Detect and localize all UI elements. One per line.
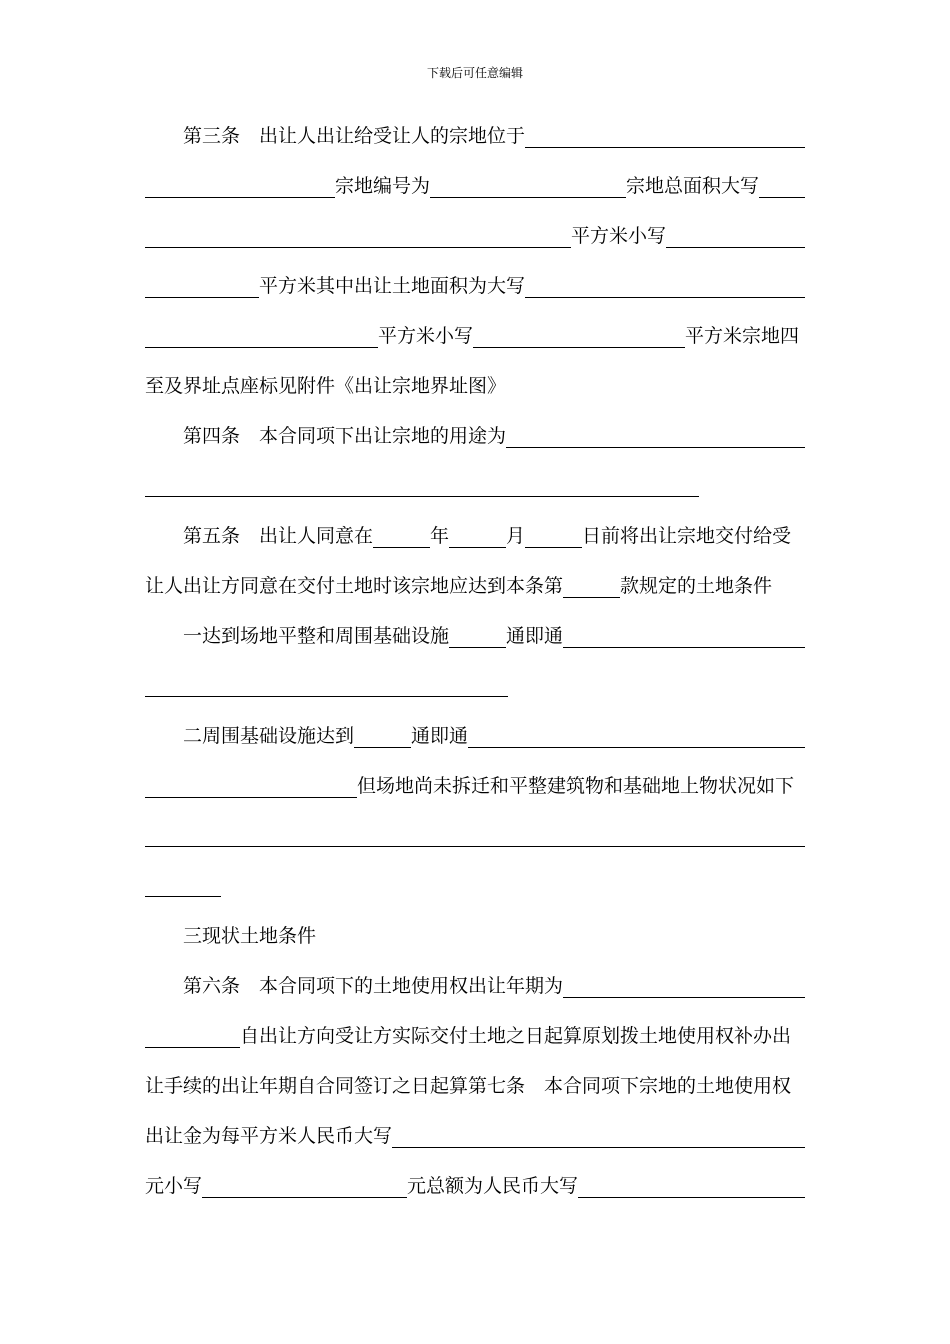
above-ground-text: 但场地尚未拆迁和平整建筑物和基础地上物状况如下 (357, 775, 795, 797)
transfer-area-small-blank[interactable] (473, 325, 685, 348)
price-line (145, 1124, 805, 1148)
condition-1-detail-blank-cont[interactable] (145, 674, 508, 697)
above-ground-blank-cont[interactable] (145, 874, 221, 897)
year-label: 年 (430, 525, 450, 547)
term-cont-line (145, 1024, 805, 1048)
condition-1-line (183, 624, 805, 648)
condition-2-text: 二周围基础设施达到 (183, 725, 355, 747)
condition-1-detail-blank[interactable] (563, 625, 805, 648)
article-6-line (183, 974, 805, 998)
total-price-caps-blank[interactable] (578, 1175, 805, 1198)
condition-1-tong: 通即通 (506, 625, 564, 647)
transfer-area-small-label: 平方米小写 (378, 325, 474, 347)
transfer-area-small-line (145, 324, 805, 348)
transfer-area-line (145, 274, 805, 298)
boundary-text: 至及界址点座标见附件《出让宗地界址图》 (145, 375, 507, 397)
transfer-area-caps-blank-cont[interactable] (145, 325, 378, 348)
total-price-caps-label: 元总额为人民币大写 (407, 1175, 579, 1197)
unit-price-small-label: 元小写 (145, 1175, 203, 1197)
article-3-line (183, 124, 805, 148)
above-ground-blank-cont-line (145, 874, 805, 897)
month-label: 月 (506, 525, 526, 547)
article-4-text: 第四条 本合同项下出让宗地的用途为 (183, 425, 507, 447)
article-5-line (183, 524, 805, 548)
article-3-text: 第三条 出让人出让给受让人的宗地位于 (183, 125, 526, 147)
total-area-small-blank[interactable] (666, 225, 805, 248)
article-7-text: 让手续的出让年期自合同签订之日起算第七条 本合同项下宗地的土地使用权 (145, 1075, 792, 1097)
condition-2-cont-line (145, 774, 805, 798)
transfer-area-caps-blank[interactable] (525, 275, 805, 298)
land-use-blank-cont[interactable] (145, 474, 699, 497)
condition-1-cont-line (145, 674, 805, 697)
term-blank-cont[interactable] (145, 1025, 240, 1048)
condition-2-detail-blank-cont[interactable] (145, 775, 357, 798)
condition-3-text: 三现状土地条件 (183, 925, 317, 947)
condition-1-text: 一达到场地平整和周围基础设施 (183, 625, 450, 647)
unit-price-small-blank[interactable] (202, 1175, 407, 1198)
parcel-number-line (145, 174, 805, 198)
page-header: 下载后可任意编辑 (426, 66, 523, 80)
above-ground-blank-line (145, 824, 805, 847)
article-4-line (183, 424, 805, 448)
unit-price-caps-blank[interactable] (392, 1125, 805, 1148)
transfer-area-caps-label: 平方米其中出让土地面积为大写 (259, 275, 526, 297)
condition-2-tong: 通即通 (411, 725, 469, 747)
condition-2-detail-blank[interactable] (468, 725, 805, 748)
year-blank[interactable] (373, 525, 430, 548)
condition-text: 让人出让方同意在交付土地时该宗地应达到本条第 (145, 575, 564, 597)
total-area-caps-label: 宗地总面积大写 (626, 175, 760, 197)
boundary-label: 平方米宗地四 (685, 325, 800, 347)
total-area-line (145, 224, 805, 248)
above-ground-blank[interactable] (145, 824, 805, 847)
condition-line (145, 574, 805, 598)
condition-3-line (183, 924, 805, 948)
total-area-small-blank-cont[interactable] (145, 275, 259, 298)
article-5-text: 第五条 出让人同意在 (183, 525, 374, 547)
article-6-text: 第六条 本合同项下的土地使用权出让年期为 (183, 975, 564, 997)
parcel-location-blank-cont[interactable] (145, 175, 335, 198)
total-area-small-label: 平方米小写 (571, 225, 667, 247)
parcel-number-blank[interactable] (430, 175, 626, 198)
condition-2-count-blank[interactable] (354, 725, 411, 748)
land-use-cont-line (145, 474, 805, 497)
boundary-line (145, 374, 805, 398)
total-area-caps-blank-cont[interactable] (145, 225, 571, 248)
parcel-number-label: 宗地编号为 (335, 175, 431, 197)
total-price-line (145, 1174, 805, 1198)
clause-number-blank[interactable] (563, 575, 620, 598)
month-blank[interactable] (449, 525, 506, 548)
condition-1-count-blank[interactable] (449, 625, 506, 648)
condition-text-end: 款规定的土地条件 (620, 575, 773, 597)
day-blank[interactable] (525, 525, 582, 548)
unit-price-caps-label: 出让金为每平方米人民币大写 (145, 1125, 393, 1147)
term-blank[interactable] (563, 975, 805, 998)
delivery-text: 日前将出让宗地交付给受 (582, 525, 792, 547)
article-7-line (145, 1074, 805, 1098)
land-use-blank[interactable] (506, 425, 805, 448)
term-start-text: 自出让方向受让方实际交付土地之日起算原划拨土地使用权补办出 (240, 1025, 792, 1047)
total-area-caps-blank[interactable] (759, 175, 805, 198)
parcel-location-blank[interactable] (525, 125, 805, 148)
condition-2-line (183, 724, 805, 748)
